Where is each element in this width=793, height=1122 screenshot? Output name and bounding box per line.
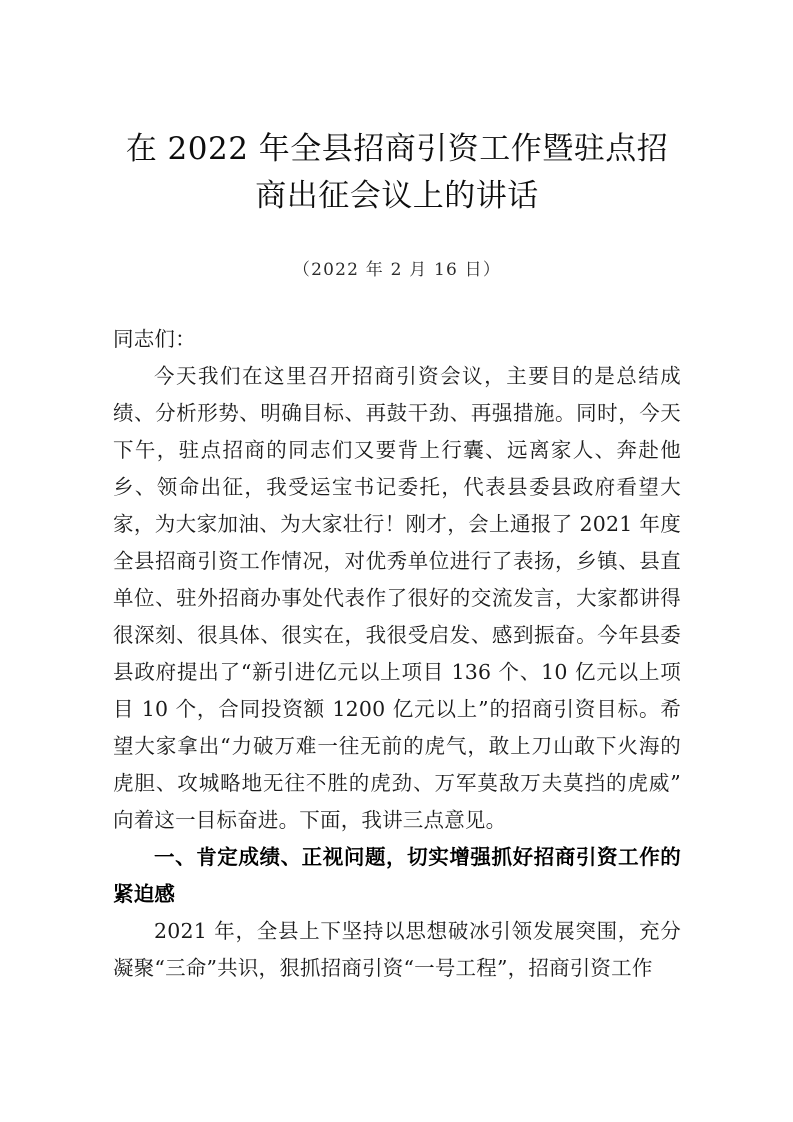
section-heading-one: 一、肯定成绩、正视问题，切实增强抓好招商引资工作的紧迫感 <box>113 845 681 906</box>
document-body <box>113 0 681 987</box>
document-date: （2022 年 2 月 16 日） <box>292 260 502 280</box>
paragraph-section-one-body: 2021 年，全县上下坚持以思想破冰引领发展突围，充分凝聚“三命”共识，狠抓招商引资“一号工程”，招商引资工作 <box>113 919 681 980</box>
document-title: 在 2022 年全县招商引资工作暨驻点招商出征会议上的讲话 <box>125 131 669 214</box>
paragraph-opening: 今天我们在这里召开招商引资会议，主要目的是总结成绩、分析形势、明确目标、再鼓干劲、再强措施。同时，今天下午，驻点招商的同志们又要背上行囊、远离家人、奔赴他乡、领命出征，我受运宝书记委托，代表县委县政府看望大家，为大家加油、为大家壮行！刚才，会上通报了 2021 年度全县招商引资工作情况，对优秀单位进行了表扬，乡镇、县直单位、驻外招商办事处代表作了很好的交流发言，大家都讲得很深刻、很具体、很实在，我很受启发、感到振奋。今年县委县政府提出了“新引进亿元以上项目 136 个、10 亿元以上项目 10 个，合同投资额 1200 亿元以上”的招商引资目标。希望大家拿出“力破万难一往无前的虎气，敢上刀山敢下火海的虎胆、攻城略地无往不胜的虎劲、万军莫敌万夫莫挡的虎威”向着这一目标奋进。下面，我讲三点意见。 <box>113 364 681 832</box>
salutation: 同志们： <box>113 327 196 351</box>
